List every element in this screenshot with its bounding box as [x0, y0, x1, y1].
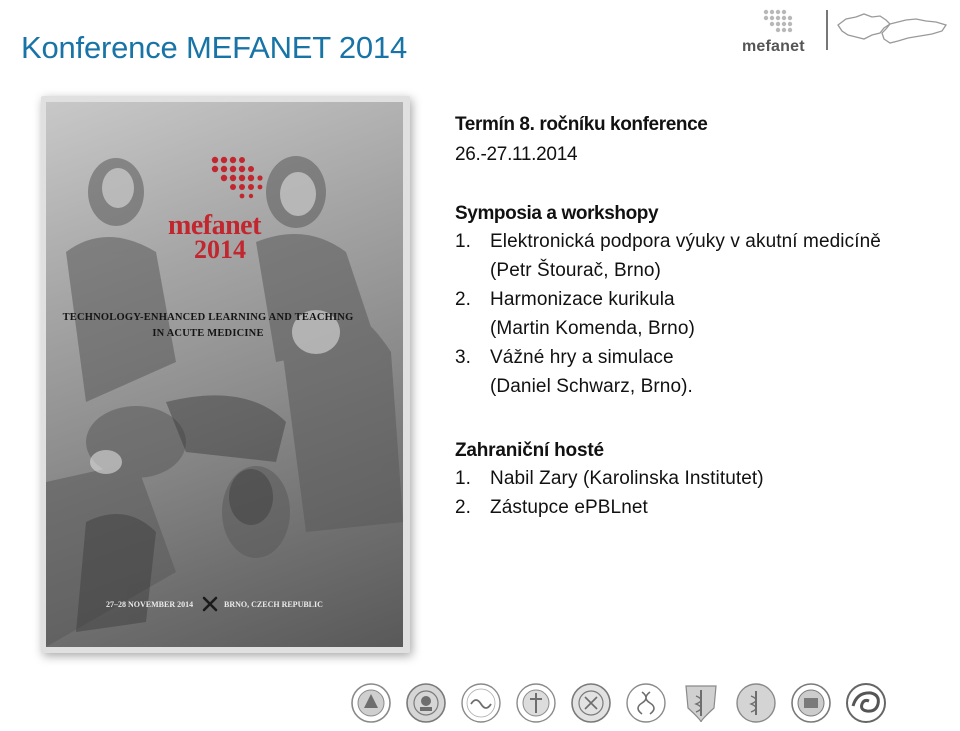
mefanet-dots-icon — [762, 8, 806, 38]
list-item — [455, 227, 881, 256]
poster-logo-year: 2014 — [194, 235, 246, 264]
list-item — [455, 343, 881, 372]
poster-logo-dots-icon — [209, 154, 279, 210]
guests-heading: Zahraniční hosté — [455, 440, 604, 461]
guest-name: Nabil Zary (Karolinska Institutet) — [490, 468, 764, 489]
university-seal-icon — [405, 682, 447, 724]
item-number: 2. — [455, 289, 472, 310]
poster-logo-word: mefanet — [168, 210, 261, 241]
item-title: Vážné hry a simulace — [490, 347, 674, 368]
faculty-seal-icon — [625, 682, 667, 724]
faculty-seal-icon — [515, 682, 557, 724]
symposia-list — [455, 227, 881, 401]
item-number: 1. — [455, 231, 472, 252]
mefanet-header-logo — [742, 8, 954, 54]
poster-footer — [106, 596, 386, 616]
term-heading: Termín 8. ročníku konference — [455, 114, 708, 135]
term-dates: 26.-27.11.2014 — [455, 144, 578, 165]
slide-title: Konference MEFANET 2014 — [21, 30, 407, 65]
item-number: 3. — [455, 347, 472, 368]
list-item — [455, 285, 881, 314]
item-person: (Petr Štourač, Brno) — [490, 260, 661, 281]
faculty-seal-icon — [790, 682, 832, 724]
faculty-seal-icon — [570, 682, 612, 724]
guests-list — [455, 464, 764, 522]
poster-date: 27–28 NOVEMBER 2014 — [106, 600, 194, 609]
cross-mark-icon — [202, 596, 218, 612]
poster-heading-line: IN ACUTE MEDICINE — [152, 328, 264, 339]
item-title: Harmonizace kurikula — [490, 289, 675, 310]
guest-name: Zástupce ePBLnet — [490, 497, 648, 518]
poster-heading-line: TECHNOLOGY-ENHANCED LEARNING AND TEACHING — [62, 312, 354, 323]
poster-heading — [58, 310, 358, 342]
university-seal-icon — [350, 682, 392, 724]
item-person: (Martin Komenda, Brno) — [490, 318, 695, 339]
list-item — [455, 493, 764, 522]
item-title: Elektronická podpora výuky v akutní medicíně — [490, 231, 881, 252]
university-seal-icon — [460, 682, 502, 724]
partner-seals — [350, 682, 950, 728]
czech-slovak-map-icon — [834, 11, 952, 51]
item-number: 2. — [455, 497, 472, 518]
mefanet-wordmark: mefanet — [742, 38, 805, 55]
caduceus-seal-icon — [735, 682, 777, 724]
conference-poster — [46, 102, 403, 647]
item-number: 1. — [455, 468, 472, 489]
symposia-heading: Symposia a workshopy — [455, 203, 659, 224]
item-person: (Daniel Schwarz, Brno). — [490, 376, 693, 397]
logo-divider — [826, 10, 828, 50]
caduceus-shield-icon — [680, 682, 722, 724]
swirl-logo-icon — [845, 682, 887, 724]
poster-city: BRNO, CZECH REPUBLIC — [224, 600, 323, 609]
list-item — [455, 464, 764, 493]
